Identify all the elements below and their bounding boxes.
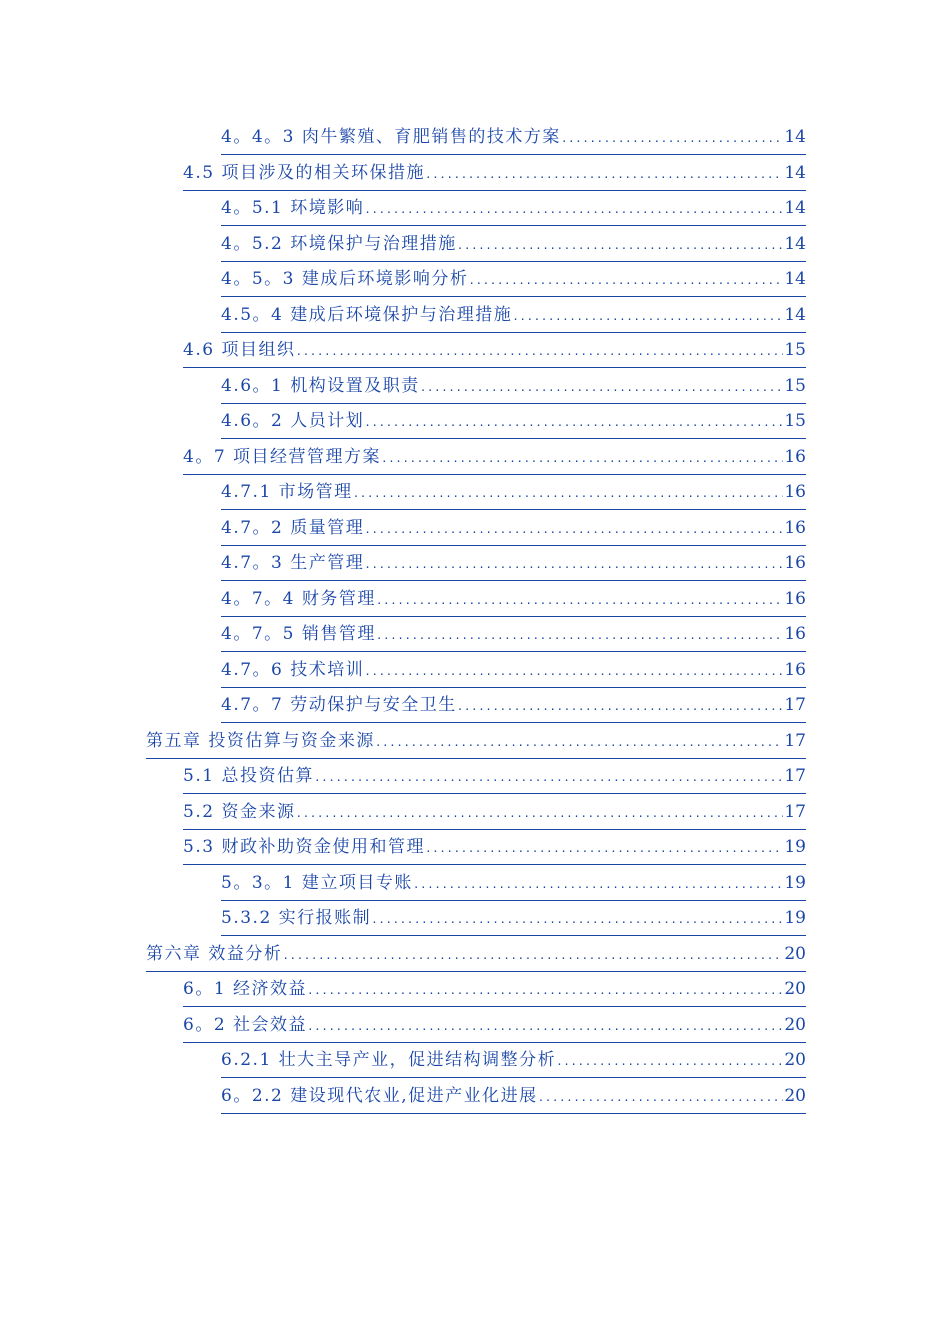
- dot-leader: [468, 266, 783, 296]
- toc-entry: [0, 548, 950, 584]
- toc-entry-page-number: 16: [784, 588, 806, 609]
- toc-entry-page-number: 15: [784, 411, 806, 431]
- toc-entry-link[interactable]: [146, 726, 806, 759]
- toc-entry: [0, 939, 950, 975]
- toc-entry: [0, 513, 950, 549]
- dot-leader: [561, 124, 784, 154]
- dot-leader: [375, 728, 783, 758]
- toc-entry: [0, 868, 950, 904]
- dot-leader: [512, 302, 783, 332]
- toc-entry: [0, 655, 950, 691]
- toc-entry-page-number: 19: [784, 837, 806, 857]
- toc-entry-title: 4.6。2 人员计划: [221, 411, 365, 431]
- toc-entry-page-number: 15: [784, 340, 806, 360]
- dot-leader: [376, 621, 784, 651]
- dot-leader: [538, 1083, 784, 1113]
- toc-entry: [0, 690, 950, 726]
- dot-leader: [364, 408, 783, 438]
- toc-entry-page-number: 14: [784, 127, 806, 147]
- toc-entry-page-number: 16: [784, 482, 806, 502]
- toc-entry-title: 4.7。7 劳动保护与安全卫生: [221, 695, 457, 715]
- toc-entry-page-number: 20: [784, 979, 806, 999]
- dot-leader: [314, 763, 783, 793]
- toc-entry: [0, 1010, 950, 1046]
- toc-entry: [0, 1081, 950, 1117]
- dot-leader: [282, 941, 783, 971]
- toc-entry-link[interactable]: [221, 903, 806, 936]
- toc-entry-link[interactable]: [221, 406, 806, 439]
- toc-entry-page-number: 20: [784, 1085, 806, 1106]
- toc-entry-title: 5.3.2 实行报账制: [221, 908, 372, 928]
- toc-entry-page-number: 20: [784, 943, 806, 964]
- toc-entry-page-number: 14: [784, 304, 806, 325]
- toc-entry-title: 4。7。4 财务管理: [221, 588, 376, 609]
- toc-entry: [0, 761, 950, 797]
- toc-entry-page-number: 20: [784, 1050, 806, 1070]
- toc-entry-title: 4.5。4 建成后环境保护与治理措施: [221, 304, 513, 325]
- toc-entry-page-number: 14: [784, 233, 806, 254]
- toc-entry: [0, 229, 950, 265]
- toc-entry-title: 5.1 总投资估算: [183, 766, 314, 786]
- table-of-contents: [0, 122, 950, 1116]
- toc-entry-link[interactable]: [221, 477, 806, 510]
- toc-entry: [0, 832, 950, 868]
- toc-entry-title: 4.7。2 质量管理: [221, 517, 365, 538]
- toc-entry-page-number: 16: [784, 624, 806, 644]
- toc-entry-title: 第六章 效益分析: [146, 943, 283, 964]
- toc-entry-link[interactable]: [183, 761, 806, 794]
- toc-entry-link[interactable]: [221, 229, 806, 262]
- toc-entry-link[interactable]: [183, 335, 806, 368]
- toc-entry: [0, 300, 950, 336]
- toc-entry: [0, 158, 950, 194]
- toc-entry-link[interactable]: [183, 1010, 806, 1043]
- toc-entry-page-number: 19: [784, 872, 806, 893]
- toc-entry-link[interactable]: [183, 797, 806, 830]
- toc-entry: [0, 726, 950, 762]
- toc-entry-page-number: 15: [784, 375, 806, 396]
- dot-leader: [376, 586, 784, 616]
- toc-entry-page-number: 17: [784, 766, 806, 786]
- toc-entry-page-number: 19: [784, 908, 806, 928]
- dot-leader: [295, 337, 783, 367]
- toc-entry: [0, 442, 950, 478]
- dot-leader: [371, 905, 783, 935]
- toc-entry-page-number: 17: [784, 695, 806, 715]
- toc-entry: [0, 974, 950, 1010]
- dot-leader: [425, 834, 783, 864]
- toc-entry-page-number: 16: [784, 553, 806, 573]
- toc-entry-page-number: 14: [784, 198, 806, 218]
- toc-entry-title: 4.7。6 技术培训: [221, 659, 365, 680]
- toc-entry-title: 4。5.2 环境保护与治理措施: [221, 233, 457, 254]
- dot-leader: [364, 550, 783, 580]
- toc-entry-link[interactable]: [221, 513, 806, 546]
- toc-entry-link[interactable]: [183, 442, 806, 475]
- toc-entry-link[interactable]: [221, 264, 806, 297]
- dot-leader: [295, 799, 783, 829]
- toc-entry-page-number: 14: [784, 269, 806, 289]
- toc-entry-title: 4。7 项目经营管理方案: [183, 446, 382, 467]
- toc-entry-title: 4。5。3 建成后环境影响分析: [221, 269, 469, 289]
- toc-entry-link[interactable]: [221, 1081, 806, 1114]
- toc-entry: [0, 584, 950, 620]
- toc-entry-title: 4.5 项目涉及的相关环保措施: [183, 162, 425, 183]
- toc-entry-link[interactable]: [183, 158, 806, 191]
- dot-leader: [425, 160, 783, 190]
- toc-entry: [0, 193, 950, 229]
- toc-entry: [0, 477, 950, 513]
- toc-entry-title: 6。2.2 建设现代农业,促进产业化进展: [221, 1085, 538, 1106]
- toc-entry-title: 4.6。1 机构设置及职责: [221, 375, 420, 396]
- toc-entry-link[interactable]: [221, 619, 806, 652]
- toc-entry-link[interactable]: [221, 655, 806, 688]
- toc-entry-title: 第五章 投资估算与资金来源: [146, 730, 375, 751]
- toc-entry-title: 4.6 项目组织: [183, 340, 296, 360]
- dot-leader: [364, 657, 783, 687]
- dot-leader: [364, 515, 783, 545]
- toc-entry-link[interactable]: [221, 548, 806, 581]
- toc-entry-title: 4.7。3 生产管理: [221, 553, 365, 573]
- toc-entry-page-number: 14: [784, 162, 806, 183]
- toc-entry-link[interactable]: [221, 371, 806, 404]
- toc-entry-title: 6。1 经济效益: [183, 979, 308, 999]
- dot-leader: [381, 444, 783, 474]
- toc-entry-link[interactable]: [183, 974, 806, 1007]
- dot-leader: [353, 479, 784, 509]
- toc-entry-link[interactable]: [221, 690, 806, 723]
- toc-entry-page-number: 17: [784, 730, 806, 751]
- toc-entry-page-number: 16: [784, 446, 806, 467]
- toc-entry-title: 5.2 资金来源: [183, 801, 296, 822]
- dot-leader: [556, 1047, 783, 1077]
- dot-leader: [307, 1012, 783, 1042]
- toc-entry-link[interactable]: [221, 868, 806, 901]
- toc-entry: [0, 903, 950, 939]
- toc-entry-page-number: 16: [784, 659, 806, 680]
- toc-entry: [0, 797, 950, 833]
- toc-entry-link[interactable]: [221, 584, 806, 617]
- toc-entry-title: 4。7。5 销售管理: [221, 624, 376, 644]
- dot-leader: [307, 976, 783, 1006]
- toc-entry: [0, 122, 950, 158]
- toc-entry-link[interactable]: [183, 832, 806, 865]
- dot-leader: [420, 373, 784, 403]
- toc-entry-page-number: 17: [784, 801, 806, 822]
- toc-entry-title: 4。4。3 肉牛繁殖、育肥销售的技术方案: [221, 127, 561, 147]
- dot-leader: [457, 692, 784, 722]
- dot-leader: [413, 870, 784, 900]
- toc-entry-title: 4。5.1 环境影响: [221, 198, 365, 218]
- toc-entry-link[interactable]: [221, 122, 806, 155]
- toc-entry-page-number: 16: [784, 517, 806, 538]
- toc-entry-title: 6.2.1 壮大主导产业，促进结构调整分析: [221, 1050, 557, 1070]
- toc-entry-link[interactable]: [221, 1045, 806, 1078]
- toc-entry: [0, 335, 950, 371]
- toc-entry: [0, 406, 950, 442]
- toc-entry-link[interactable]: [221, 193, 806, 226]
- toc-entry: [0, 371, 950, 407]
- toc-entry-title: 5。3。1 建立项目专账: [221, 872, 413, 893]
- toc-entry-title: 6。2 社会效益: [183, 1014, 308, 1035]
- dot-leader: [364, 195, 783, 225]
- toc-entry-title: 5.3 财政补助资金使用和管理: [183, 837, 425, 857]
- toc-entry: [0, 619, 950, 655]
- toc-entry-link[interactable]: [146, 939, 806, 972]
- toc-entry-page-number: 20: [784, 1014, 806, 1035]
- toc-entry: [0, 1045, 950, 1081]
- toc-entry-title: 4.7.1 市场管理: [221, 482, 353, 502]
- dot-leader: [457, 231, 784, 261]
- toc-entry-link[interactable]: [221, 300, 806, 333]
- toc-entry: [0, 264, 950, 300]
